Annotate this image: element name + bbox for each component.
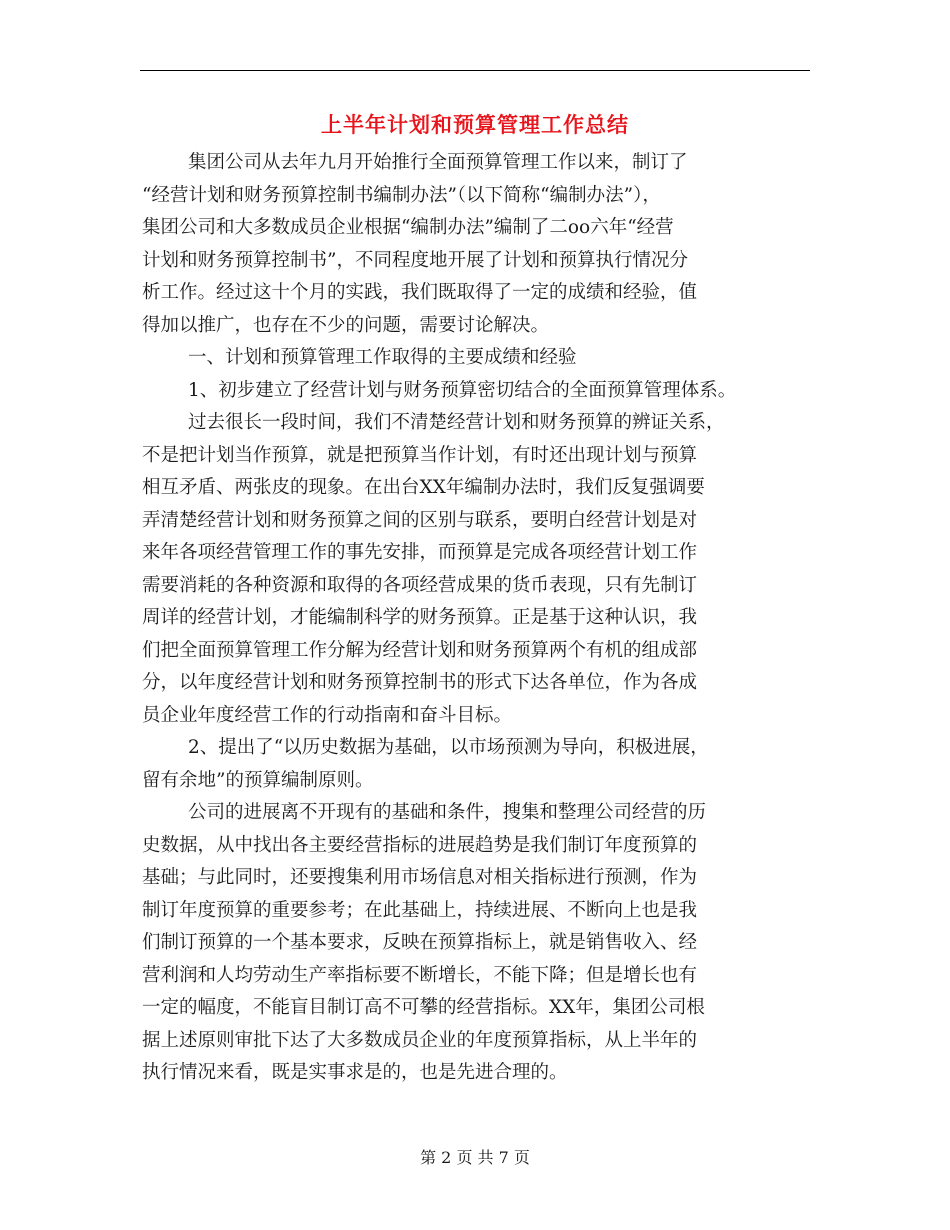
text-line: 集团公司从去年九月开始推行全面预算管理工作以来，制订了 [188,152,688,173]
text-line: 周详的经营计划，才能编制科学的财务预算。正是基于这种认识，我 [142,607,698,628]
text-line: 析工作。经过这十个月的实践，我们既取得了一定的成绩和经验，值 [142,282,698,303]
text-line: 分，以年度经营计划和财务预算控制书的形式下达各单位，作为各成 [142,672,698,693]
text-line: 制订年度预算的重要参考；在此基础上，持续进展、不断向上也是我 [142,899,698,921]
text-line: 来年各项经营管理工作的事先安排，而预算是完成各项经营计划工作 [142,542,698,563]
text-line: 公司的进展离不开现有的基础和条件，搜集和整理公司经营的历 [188,802,707,823]
text-line: 2、提出了“以历史数据为基础，以市场预测为导向，积极进展， [188,737,709,758]
text-line: 史数据，从中找出各主要经营指标的进展趋势是我们制订年度预算的 [142,834,698,856]
text-line: 员企业年度经营工作的行动指南和奋斗目标。 [142,704,513,726]
text-line: 营利润和人均劳动生产率指标要不断增长，不能下降；但是增长也有 [142,964,698,986]
text-line: 弄清楚经营计划和财务预算之间的区别与联系，要明白经营计划是对 [142,509,698,531]
text-line: 不是把计划当作预算，就是把预算当作计划，有时还出现计划与预算 [142,444,698,466]
page-number-footer: 第 2 页 共 7 页 [420,1148,530,1167]
header-rule [140,70,810,71]
text-line: 一定的幅度，不能盲目制订高不可攀的经营指标。XX年，集团公司根 [142,997,705,1018]
text-line: 执行情况来看，既是实事求是的，也是先进合理的。 [142,1062,568,1083]
document-title: 上半年计划和预算管理工作总结 [321,112,629,137]
text-line: 需要消耗的各种资源和取得的各项经营成果的货币表现，只有先制订 [142,574,698,596]
text-line: 过去很长一段时间，我们不清楚经营计划和财务预算的辨证关系， [188,412,725,433]
text-line: 留有余地”的预算编制原则。 [142,769,374,791]
text-line: 据上述原则审批下达了大多数成员企业的年度预算指标，从上半年的 [142,1029,698,1051]
text-line: 一、计划和预算管理工作取得的主要成绩和经验 [188,347,577,368]
text-line: 集团公司和大多数成员企业根据“编制办法”编制了二oo六年“经营 [142,217,674,238]
text-line: 计划和财务预算控制书”，不同程度地开展了计划和预算执行情况分 [142,249,688,271]
text-line: 们把全面预算管理工作分解为经营计划和财务预算两个有机的组成部 [142,639,698,661]
text-line: 得加以推广，也存在不少的问题，需要讨论解决。 [142,314,550,336]
text-line: 相互矛盾、两张皮的现象。在出台XX年编制办法时，我们反复强调要 [142,477,705,498]
text-line: 1、初步建立了经营计划与财务预算密切结合的全面预算管理体系。 [188,379,737,401]
text-line: “经营计划和财务预算控制书编制办法”（以下简称“编制办法”）， [142,184,661,206]
text-line: 基础；与此同时，还要搜集利用市场信息对相关指标进行预测，作为 [142,867,698,888]
document-body [142,147,808,1090]
text-line: 们制订预算的一个基本要求，反映在预算指标上，就是销售收入、经 [142,932,698,953]
